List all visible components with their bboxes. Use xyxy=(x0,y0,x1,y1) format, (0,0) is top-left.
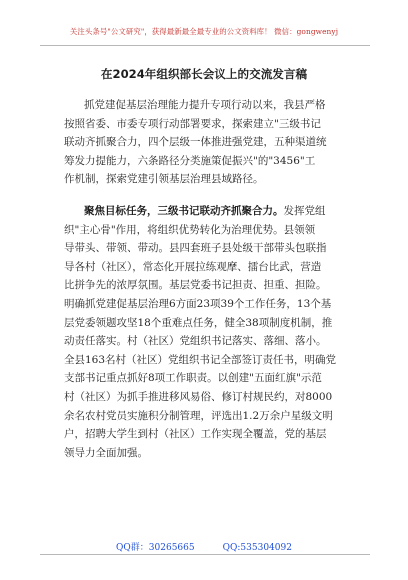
text-line: 户，招聘大学生到村（社区）工作实现全覆盖，党的基层 xyxy=(64,428,327,441)
text-line: 村（社区）为抓手推进移风易俗、修订村规民约，对8000 xyxy=(64,390,333,403)
header-divider xyxy=(40,45,370,46)
text-line: 支部书记重点抓好8项工作职责。以创建"五面红旗"示范 xyxy=(64,372,322,385)
header-banner: 关注头条号"公文研究"，获得最新最全最专业的公文资料库！ 微信：gongwenyj xyxy=(69,27,339,36)
footer-divider xyxy=(40,554,370,555)
text-line: 余名农村党员实施积分制管理，评选出1.2万余户星级文明 xyxy=(64,409,333,422)
qq-number: QQ:535304092 xyxy=(222,543,292,553)
text-line: 导带头、带领、带动。县四套班子县处级干部带头包联指 xyxy=(64,242,327,255)
document-title: 在2024年组织部长会议上的交流发言稿 xyxy=(100,67,308,81)
section-lead-text: 发挥党组 xyxy=(283,204,326,217)
text-line: 筹发力提能力，六条路径分类施策促振兴"的"3456"工 xyxy=(64,154,316,167)
text-line: 导各村（社区），常态化开展拉练观摩、擂台比武，营造 xyxy=(64,260,322,273)
text-line: 按照省委、市委专项行动部署要求，探索建立"三级书记 xyxy=(64,117,321,130)
text-line: 抓党建促基层治理能力提升专项行动以来，我县严格 xyxy=(84,99,326,111)
qq-group-number: QQ群：30265665 xyxy=(116,543,195,553)
text-line: 织"主心骨"作用，将组织优势转化为治理优势。县领领 xyxy=(64,223,316,236)
document-body xyxy=(64,96,348,462)
text-line: 联动齐抓聚合力，四个层级一体推进强党建，五种渠道统 xyxy=(64,136,327,149)
section-heading: 聚焦目标任务，三级书记联动齐抓聚合力。 xyxy=(84,204,284,217)
text-line xyxy=(64,202,348,221)
text-line: 层党委领题攻坚18个重难点任务，健全38项制度机制，推 xyxy=(64,316,333,329)
footer-contact xyxy=(0,540,408,553)
text-line: 作机制，探索党建引领基层治理县域路径。 xyxy=(64,173,264,186)
text-line: 动责任落实。村（社区）党组织书记落实、落细、落小。 xyxy=(64,335,327,348)
text-line: 明确抓党建促基层治理6方面23项39个工作任务，13个基 xyxy=(64,297,332,310)
text-line: 比拼争先的浓厚氛围。基层党委书记担责、担重、担险。 xyxy=(64,279,327,292)
paragraph-spacer xyxy=(64,189,348,202)
paragraph-section-one xyxy=(64,202,348,462)
text-line: 全县163名村（社区）党组织书记全部签订责任书，明确党 xyxy=(64,353,337,366)
text-line: 领导力全面加强。 xyxy=(64,446,148,459)
paragraph-intro xyxy=(64,96,348,189)
